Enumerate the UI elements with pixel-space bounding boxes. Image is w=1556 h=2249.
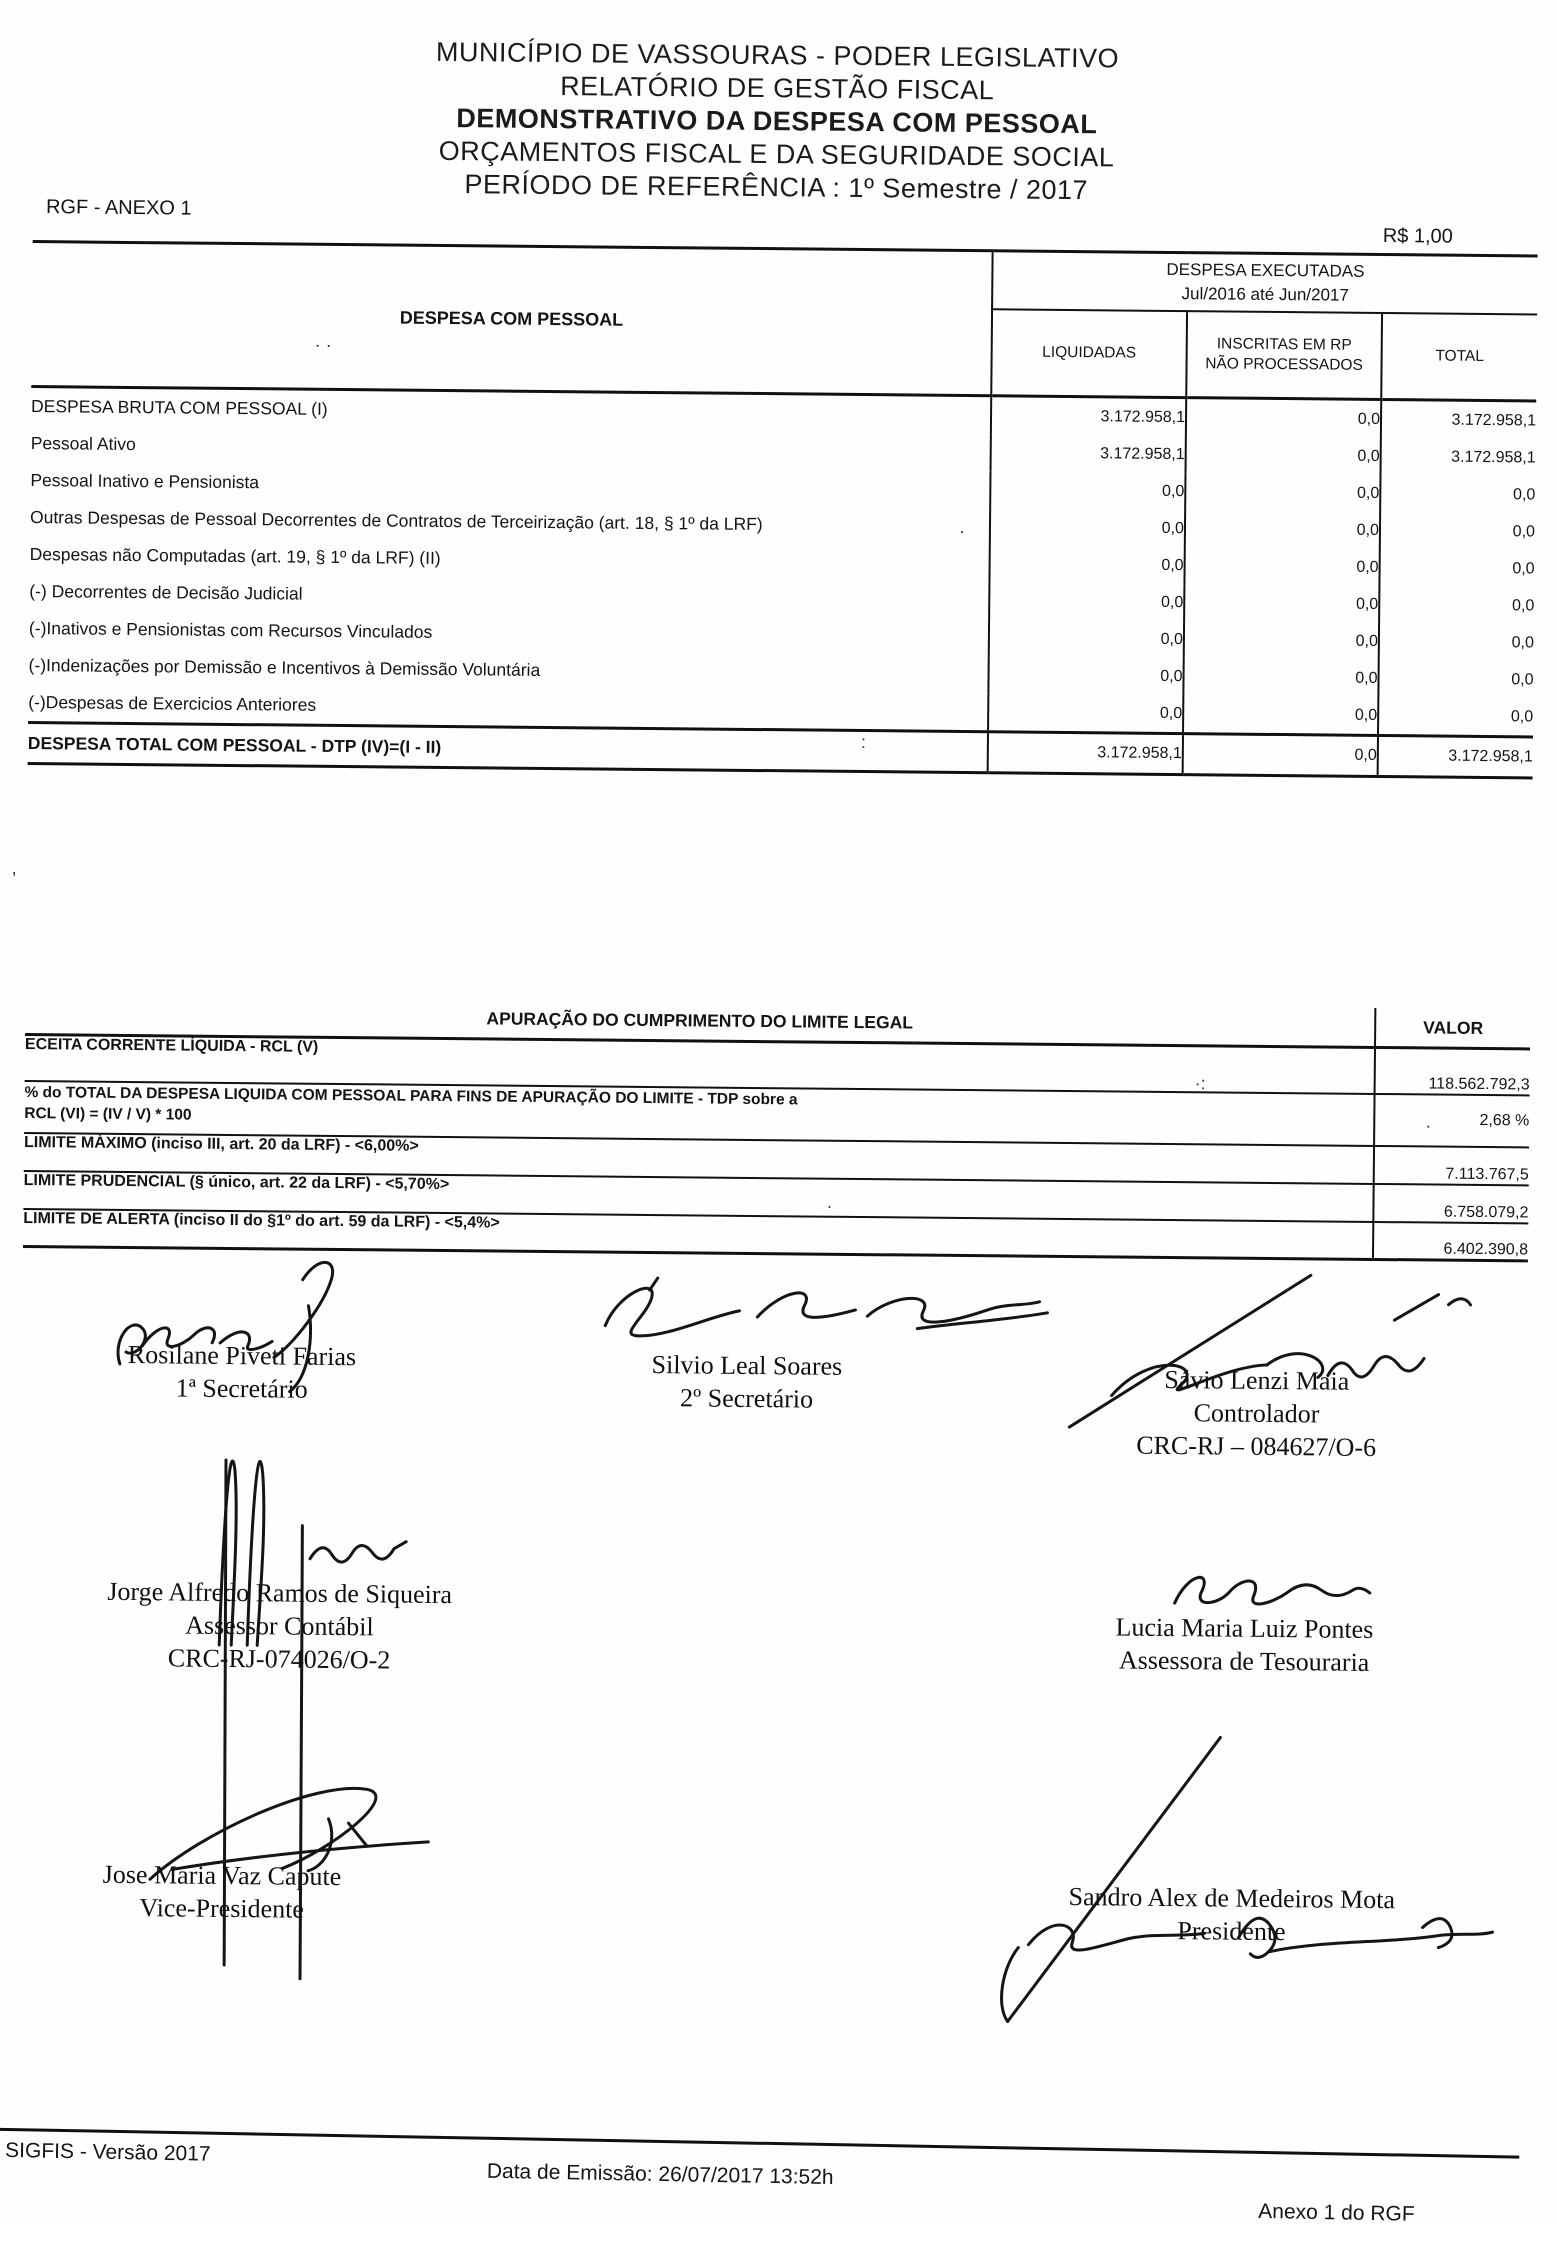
signer-name: Sávio Lenzi Maia: [1164, 1364, 1350, 1396]
col-header-inscritas-rp: [1186, 311, 1382, 399]
signature-block-lucia: [1064, 1610, 1425, 1679]
row-label: (-)Despesas de Exercicios Anteriores: [28, 692, 317, 715]
row-value-total: 0,0: [1380, 512, 1535, 550]
signature-block-silvio: [586, 1347, 907, 1416]
signature-block-jose: [57, 1857, 388, 1926]
report-title-line3: DEMONSTRATIVO DA DESPESA COM PESSOAL: [456, 103, 1098, 140]
row-label: (-)Indenizações por Demissão e Incentivos à Demissão Voluntária: [28, 655, 541, 680]
row-value-rp: 0,0: [1186, 398, 1381, 438]
scan-speckle: ·: [826, 1195, 833, 1216]
row-value-rp: 0,0: [1185, 510, 1380, 549]
row-value-rp: 0,0: [1184, 621, 1379, 660]
row-value-rp: 0,0: [1186, 436, 1381, 475]
signer-name: Sandro Alex de Medeiros Mota: [1068, 1882, 1396, 1915]
signer-name: Lucia Maria Luiz Pontes: [1115, 1612, 1374, 1644]
scan-speckle: ·: [1425, 1115, 1432, 1136]
col-header-rp-line2: NÃO PROCESSADOS: [1205, 355, 1363, 374]
scan-speckle: ·:: [1194, 1073, 1206, 1094]
signer-name: Rosilane Piveti Farias: [127, 1340, 357, 1372]
row-value-liquidadas: 0,0: [989, 545, 1184, 584]
report-title-line2: RELATÓRIO DE GESTÃO FISCAL: [560, 71, 995, 106]
expense-table: [28, 240, 1538, 779]
limit-row-label-line2: RCL (VI) = (IV / V) * 100: [24, 1104, 192, 1124]
footer-annex-label: Anexo 1 do RGF: [1258, 2199, 1415, 2226]
signer-role: Presidente: [1177, 1916, 1286, 1947]
report-title-line1: MUNICÍPIO DE VASSOURAS - PODER LEGISLATIVO: [435, 36, 1120, 74]
row-label: Pessoal Inativo e Pensionista: [30, 470, 260, 493]
signer-registration: CRC-RJ – 084627/O-6: [1136, 1430, 1377, 1462]
row-value-rp: 0,0: [1183, 658, 1378, 697]
row-value-total: 3.172.958,1: [1381, 438, 1536, 476]
signature-block-savio: [1076, 1362, 1437, 1464]
signer-name: Jorge Alfredo Ramos de Siqueira: [107, 1576, 453, 1610]
group-header-line2: Jul/2016 até Jun/2017: [1181, 284, 1349, 305]
limit-row-value: 6.402.390,8: [1373, 1221, 1528, 1260]
row-value-liquidadas: 0,0: [988, 693, 1183, 733]
signer-name: Silvio Leal Soares: [651, 1350, 843, 1381]
signer-role: 1ª Secretário: [175, 1373, 308, 1404]
limit-row-label: ECEITA CORRENTE LÍQUIDA - RCL (V): [25, 1035, 1375, 1094]
signer-role: Assessor Contábil: [185, 1610, 374, 1642]
row-label: Despesas não Computadas (art. 19, § 1º da LRF) (II): [29, 544, 441, 568]
row-label: Pessoal Ativo: [30, 433, 136, 455]
row-value-total: 0,0: [1378, 697, 1533, 737]
row-label: Outras Despesas de Pessoal Decorrentes de Contratos de Terceirização (art. 18, § 1º da LRF): [29, 507, 763, 535]
signature-block-sandro: [1006, 1879, 1457, 1949]
row-value-liquidadas: 3.172.958,1: [991, 434, 1186, 473]
limit-row-value: 6.758.079,2: [1373, 1183, 1528, 1222]
col-header-rp-line1: INSCRITAS EM RP: [1216, 335, 1352, 354]
row-value-rp: 0,0: [1184, 584, 1379, 623]
col-header-liquidadas: LIQUIDADAS: [991, 309, 1187, 397]
group-header-line1: DESPESA EXECUTADAS: [1166, 259, 1365, 281]
scan-speckle: · ·: [314, 334, 332, 355]
limit-table-value-header: VALOR: [1375, 1008, 1530, 1049]
row-value-liquidadas: 0,0: [989, 619, 1184, 658]
limit-table: [23, 995, 1530, 1262]
row-value-liquidadas: 3.172.958,1: [991, 396, 1186, 436]
row-value-liquidadas: 3.172.958,1: [988, 732, 1183, 775]
limit-row-label-line1: % do TOTAL DA DESPESA LIQUIDA COM PESSOAL PARA FINS DE APURAÇÃO DO LIMITE - TDP sobre a: [24, 1083, 798, 1108]
limit-row-value: 118.562.792,3: [1375, 1047, 1530, 1094]
signature-scribble-sandro: [966, 1709, 1509, 2034]
report-header: [0, 32, 1556, 212]
signer-registration: CRC-RJ-074026/O-2: [167, 1643, 391, 1675]
limit-row-value: 2,68 %: [1374, 1093, 1529, 1146]
expense-table-group-header: [992, 251, 1538, 315]
expense-table-row-header: DESPESA COM PESSOAL: [31, 242, 992, 396]
row-label: DESPESA TOTAL COM PESSOAL - DTP (IV)=(I - II): [28, 723, 988, 773]
currency-unit-label: R$ 1,00: [1382, 224, 1453, 248]
row-value-liquidadas: 0,0: [989, 582, 1184, 621]
row-value-total: 0,0: [1380, 475, 1535, 513]
annex-label: RGF - ANEXO 1: [45, 196, 192, 220]
signature-block-jorge: [69, 1574, 490, 1677]
scan-speckle: ·: [958, 520, 966, 541]
row-value-total: 0,0: [1378, 660, 1533, 698]
limit-row-label: LIMITE MÁXIMO (inciso III, art. 20 da LRF) - <6,00%>: [24, 1132, 1374, 1183]
row-value-rp: 0,0: [1183, 695, 1378, 735]
col-header-total: TOTAL: [1381, 313, 1537, 401]
signer-name: Jose Maria Vaz Capute: [102, 1859, 342, 1892]
row-value-total: 0,0: [1379, 623, 1534, 661]
row-value-rp: 0,0: [1183, 734, 1378, 777]
row-value-liquidadas: 0,0: [990, 471, 1185, 510]
row-value-total: 3.172.958,1: [1378, 735, 1533, 777]
row-value-total: 0,0: [1379, 586, 1534, 624]
signer-role: Vice-Presidente: [139, 1893, 305, 1924]
signer-role: Assessora de Tesouraria: [1118, 1645, 1370, 1677]
limit-row-label: LIMITE DE ALERTA (inciso II do §1º do art. 59 da LRF) - <5,4%>: [23, 1208, 1373, 1259]
signer-role: Controlador: [1193, 1398, 1320, 1429]
footer-emission-date: Data de Emissão: 26/07/2017 13:52h: [486, 2159, 834, 2190]
page-footer: [0, 2128, 1519, 2249]
row-value-total: 3.172.958,1: [1381, 399, 1536, 439]
scan-speckle: ,: [11, 857, 17, 878]
limit-table-header: APURAÇÃO DO CUMPRIMENTO DO LIMITE LEGAL: [25, 995, 1375, 1047]
row-value-rp: 0,0: [1185, 473, 1380, 512]
row-value-rp: 0,0: [1184, 547, 1379, 586]
report-title-line5: PERÍODO DE REFERÊNCIA : 1º Semestre / 2017: [464, 169, 1089, 206]
scan-speckle: :: [860, 732, 867, 753]
signature-block-rosilane: [82, 1338, 403, 1407]
row-label: (-)Inativos e Pensionistas com Recursos Vinculados: [28, 618, 433, 642]
footer-system-version: SIGFIS - Versão 2017: [4, 2138, 211, 2166]
limit-row-label: LIMITE PRUDENCIAL (§ único, art. 22 da LRF) - <5,70%>: [23, 1170, 1373, 1221]
row-label: (-) Decorrentes de Decisão Judicial: [29, 581, 303, 604]
signer-role: 2º Secretário: [679, 1383, 814, 1414]
report-title-line4: ORÇAMENTOS FISCAL E DA SEGURIDADE SOCIAL: [438, 135, 1115, 173]
row-value-liquidadas: 0,0: [988, 656, 1183, 695]
row-value-liquidadas: 0,0: [990, 508, 1185, 547]
row-value-total: 0,0: [1379, 549, 1534, 587]
limit-row-value: 7.113.767,5: [1374, 1145, 1529, 1184]
row-label: DESPESA BRUTA COM PESSOAL (I): [31, 396, 328, 419]
